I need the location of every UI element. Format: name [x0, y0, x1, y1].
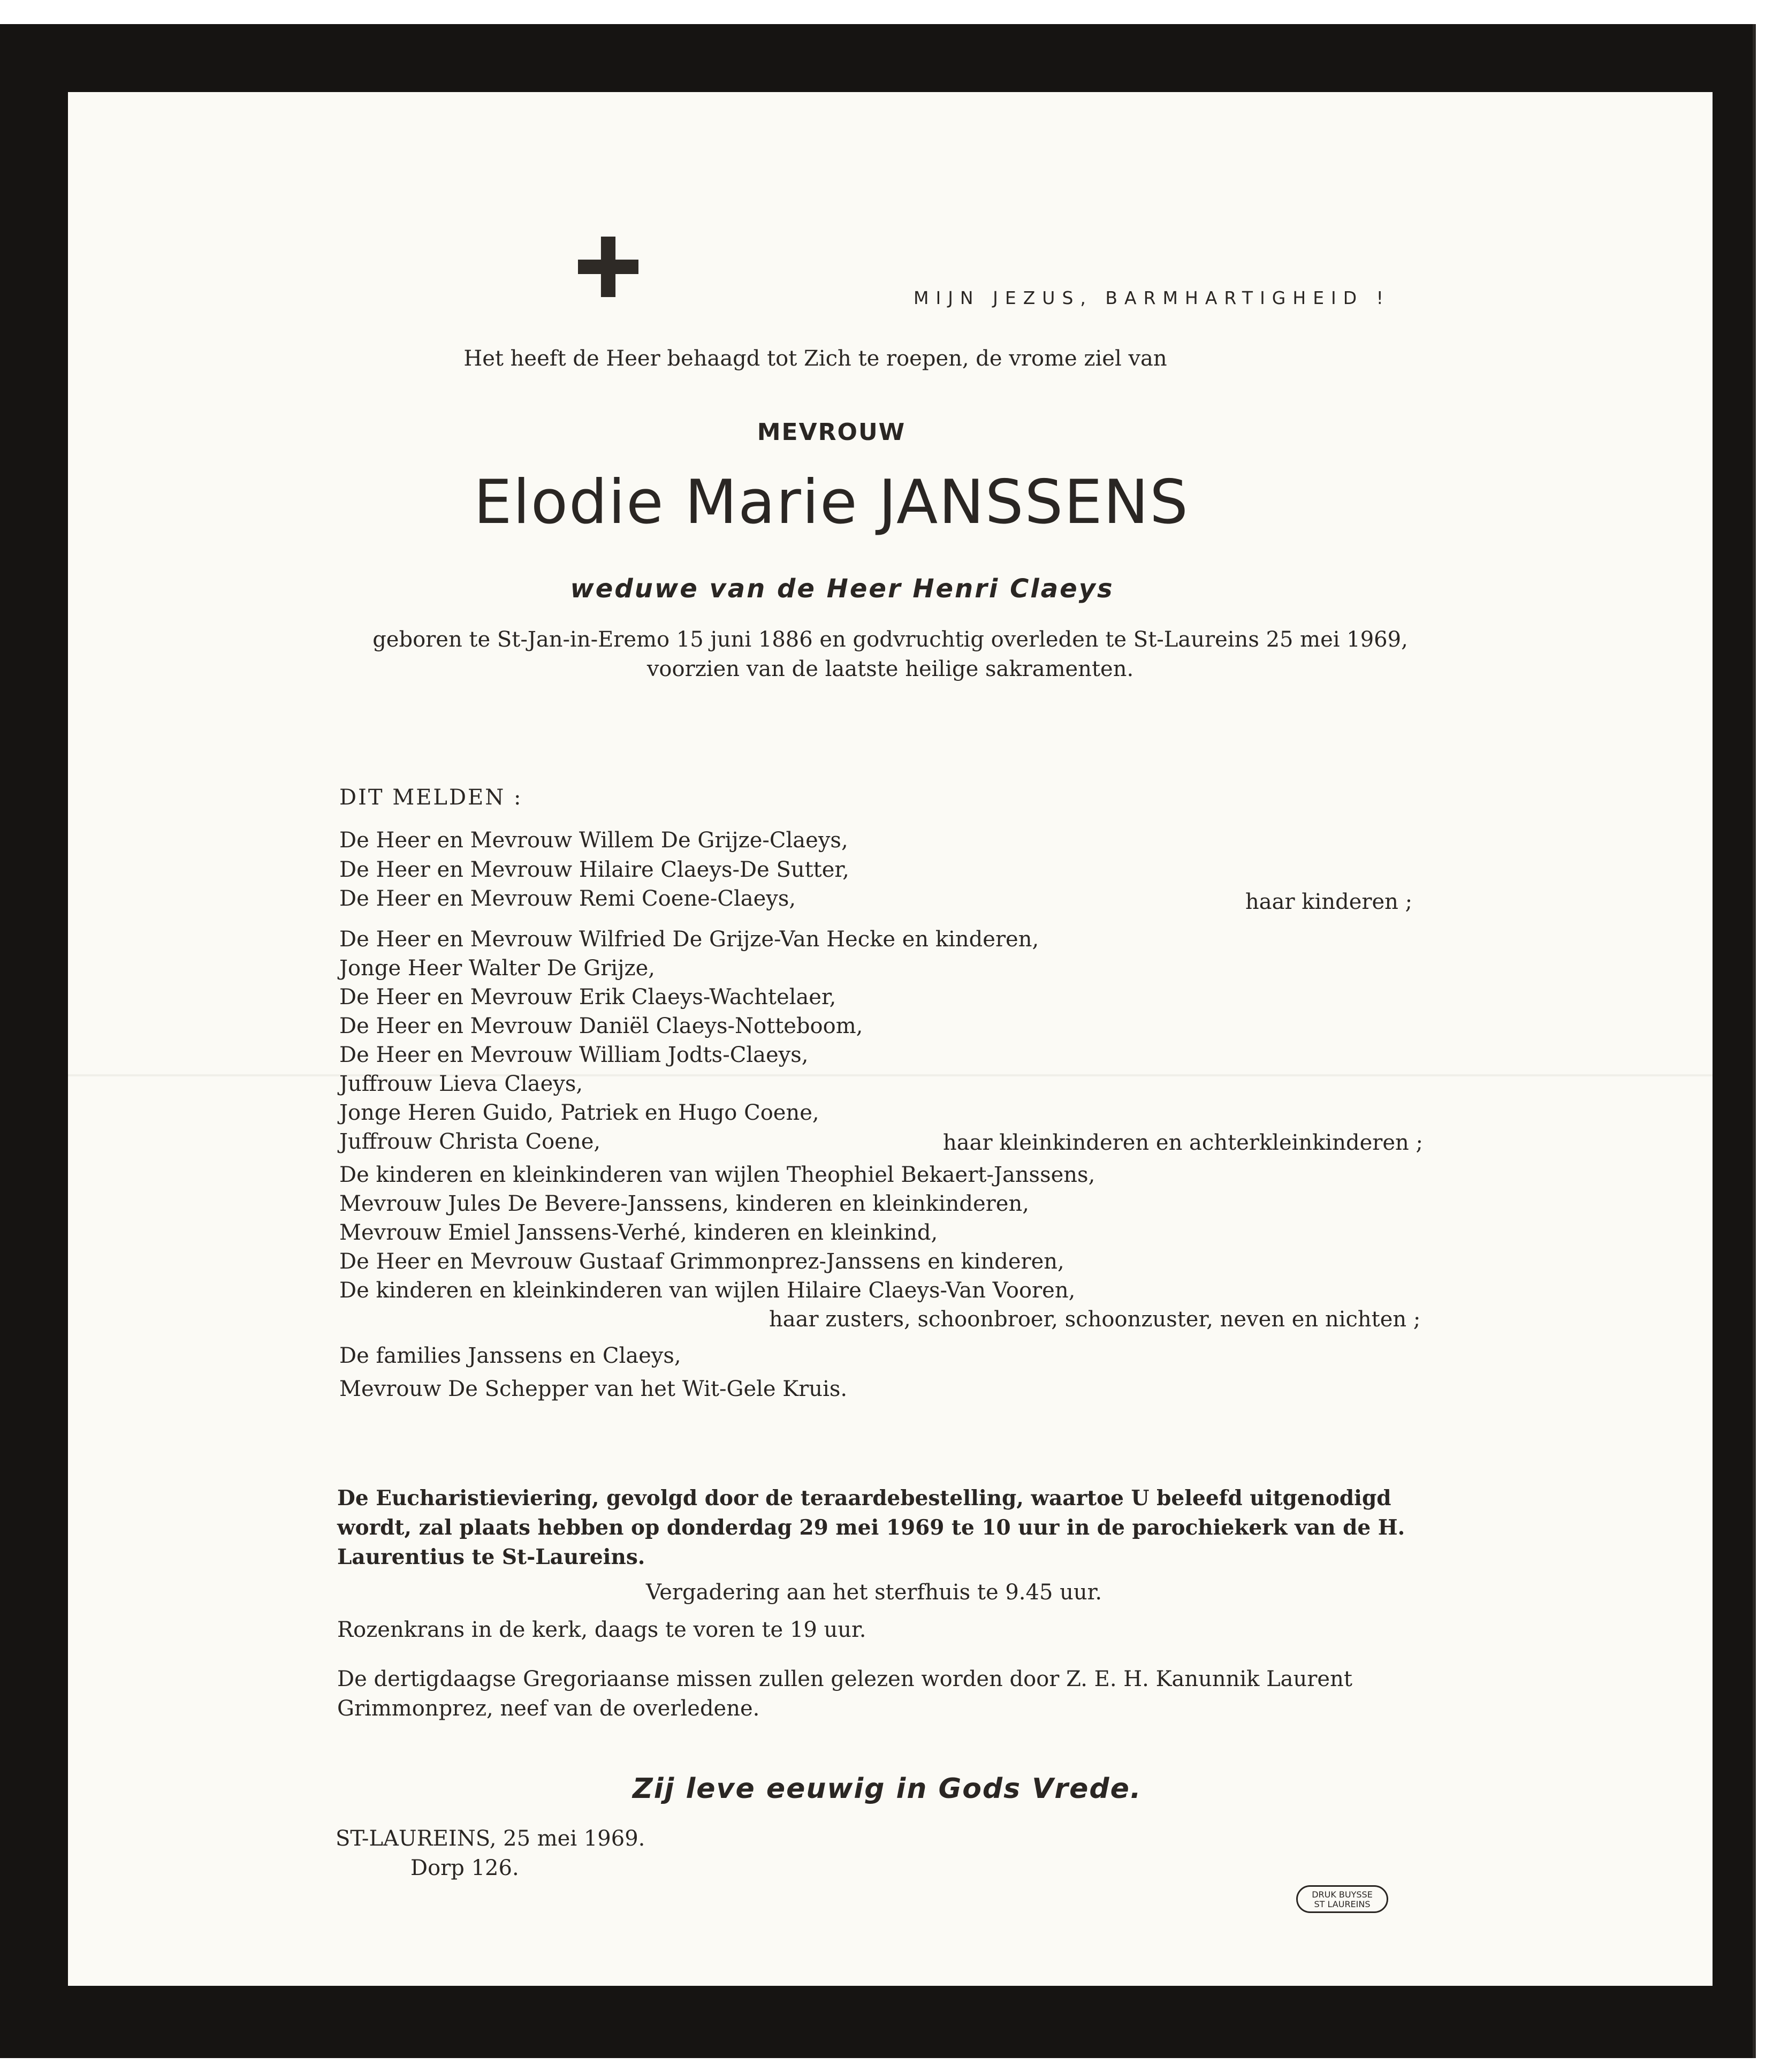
printer-stamp: [1296, 1885, 1388, 1913]
card-paper: [68, 92, 1713, 1986]
children-note: haar kinderen ;: [1245, 890, 1413, 914]
motto: MIJN JEZUS, BARMHARTIGHEID !: [914, 287, 1390, 308]
title-mevrouw: MEVROUW: [757, 419, 906, 446]
relative-line: Jonge Heer Walter De Grijze,: [339, 956, 655, 981]
relative-line: De Heer en Mevrouw Daniël Claeys-Notteboom,: [339, 1014, 863, 1038]
gregorian-text: De dertigdaagse Gregoriaanse missen zullen gelezen worden door Z. E. H. Kanunnik Laurent Grimmonprez, neef van de overledene.: [337, 1667, 1352, 1721]
relative-line: De Heer en Mevrouw William Jodts-Claeys,: [339, 1043, 809, 1067]
grandchildren-note: haar kleinkinderen en achterkleinkinderen ;: [943, 1130, 1423, 1155]
deceased-name: Elodie Marie JANSSENS: [474, 467, 1189, 537]
printer-line: DRUK BUYSSE: [1312, 1889, 1373, 1900]
place-date: ST-LAUREINS, 25 mei 1969.: [336, 1826, 645, 1851]
relative-line: De Heer en Mevrouw Remi Coene-Claeys,: [339, 886, 796, 911]
relative-line: De kinderen en kleinkinderen van wijlen Hilaire Claeys-Van Vooren,: [339, 1278, 1076, 1303]
birth-death-line: geboren te St-Jan-in-Eremo 15 juni 1886 en godvruchtig overleden te St-Laureins 25 mei 1969,: [372, 627, 1408, 652]
relative-line: Mevrouw De Schepper van het Wit-Gele Kruis.: [339, 1377, 848, 1401]
cross-icon: [578, 237, 638, 297]
ceremony-text: De Eucharistieviering, gevolgd door de teraardebestelling, waartoe U beleefd uitgenodigd wordt, zal plaats hebben op donderdag 29 mei 1969 te 10 uur in de parochiekerk van de H. Laurentius te St-Laureins.: [337, 1486, 1405, 1569]
relative-line: De Heer en Mevrouw Gustaaf Grimmonprez-Janssens en kinderen,: [339, 1249, 1064, 1274]
mourning-card-border: [0, 24, 1753, 2058]
relative-line: De Heer en Mevrouw Hilaire Claeys-De Sutter,: [339, 857, 849, 882]
relative-line: Juffrouw Christa Coene,: [339, 1129, 601, 1154]
widow-line: weduwe van de Heer Henri Claeys: [570, 574, 1114, 604]
relative-line: De Heer en Mevrouw Wilfried De Grijze-Van Hecke en kinderen,: [339, 927, 1039, 952]
relative-line: Mevrouw Emiel Janssens-Verhé, kinderen en kleinkind,: [339, 1220, 938, 1245]
siblings-note: haar zusters, schoonbroer, schoonzuster, neven en nichten ;: [769, 1307, 1421, 1332]
relative-line: De kinderen en kleinkinderen van wijlen Theophiel Bekaert-Janssens,: [339, 1163, 1095, 1187]
blessing-text: Zij leve eeuwig in Gods Vrede.: [633, 1773, 1142, 1805]
relative-line: Jonge Heren Guido, Patriek en Hugo Coene,: [339, 1100, 819, 1125]
address: Dorp 126.: [410, 1856, 519, 1880]
rosary-text: Rozenkrans in de kerk, daags te voren te 19 uur.: [337, 1618, 866, 1642]
intro-text: Het heeft de Heer behaagd tot Zich te roepen, de vrome ziel van: [463, 346, 1167, 371]
relative-line: Juffrouw Lieva Claeys,: [339, 1072, 583, 1096]
paper-fold: [68, 1074, 1713, 1076]
printer-line: ST LAUREINS: [1314, 1899, 1371, 1909]
relative-line: De Heer en Mevrouw Erik Claeys-Wachtelaer,: [339, 985, 836, 1010]
relative-line: Mevrouw Jules De Bevere-Janssens, kinderen en kleinkinderen,: [339, 1191, 1029, 1216]
relative-line: De families Janssens en Claeys,: [339, 1344, 681, 1368]
meeting-text: Vergadering aan het sterfhuis te 9.45 uur.: [646, 1580, 1102, 1605]
sacraments-line: voorzien van de laatste heilige sakramenten.: [646, 657, 1134, 681]
relative-line: De Heer en Mevrouw Willem De Grijze-Claeys,: [339, 828, 848, 853]
announce-label: DIT MELDEN :: [339, 785, 523, 810]
